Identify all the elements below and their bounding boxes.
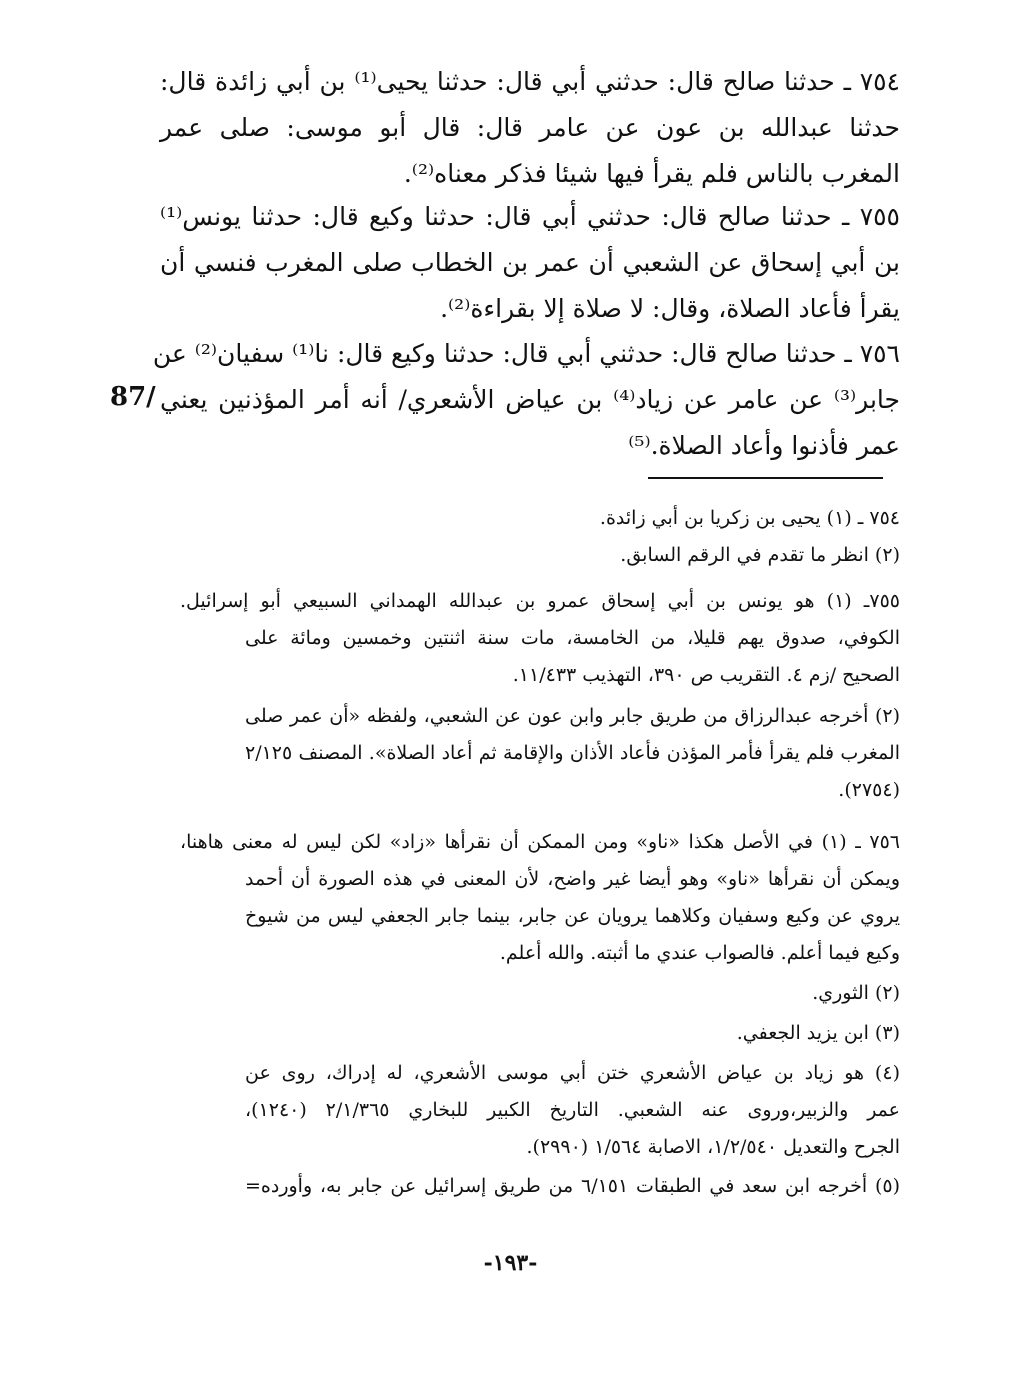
footnote-756-5: (٥) أخرجه ابن سعد في الطبقات ٦/١٥١ من طريق إسرائيل عن جابر به، وأورده=: [245, 1175, 900, 1197]
footnote-755-1-line-1: ٧٥٥ـ (١) هو يونس بن أبي إسحاق عمرو بن عبدالله الهمداني السبيعي أبو إسرائيل.: [180, 590, 900, 612]
footnote-755-2-line-2: المغرب فلم يقرأ فأمر المؤذن فأعاد الأذان والإقامة ثم أعاد الصلاة». المصنف ٢/١٢٥: [245, 742, 900, 764]
footnote-756-2: (٢) الثوري.: [812, 982, 900, 1004]
footnote-756-1-line-3: يروي عن وكيع وسفيان وكلاهما يرويان عن جابر، بينما جابر الجعفي ليس من شيوخ: [245, 905, 900, 927]
hadith-756-line-3: عمر فأذنوا وأعاد الصلاة.⁽⁵⁾: [628, 431, 900, 460]
footnote-756-4-line-2: عمر والزبير،وروى عنه الشعبي. التاريخ الكبير للبخاري ٢/١/٣٦٥ (١٢٤٠)،: [245, 1099, 900, 1121]
hadith-756-line-2: جابر⁽³⁾ عن عامر عن زياد⁽⁴⁾ بن عياض الأشعري/ أنه أمر المؤذنين يعني: [160, 385, 900, 414]
footnote-756-1-line-1: ٧٥٦ ـ (١) في الأصل هكذا «ناو» ومن الممكن أن نقرأها «زاد» لكن ليس له معنى هاهنا،: [180, 831, 900, 853]
footnote-754-2: (٢) انظر ما تقدم في الرقم السابق.: [620, 544, 900, 566]
hadith-754-line-3: المغرب بالناس فلم يقرأ فيها شيئا فذكر معناه⁽²⁾.: [403, 159, 900, 188]
footnote-756-1-line-4: وكيع فيما أعلم. فالصواب عندي ما أثبته. والله أعلم.: [499, 942, 900, 964]
footnote-756-3: (٣) ابن يزيد الجعفي.: [736, 1022, 900, 1044]
footnote-755-2-line-3: (٢٧٥٤).: [838, 779, 900, 801]
margin-page-reference: 87/: [110, 382, 156, 412]
hadith-755-line-3: يقرأ فأعاد الصلاة، وقال: لا صلاة إلا بقراءة⁽²⁾.: [440, 294, 900, 323]
footnote-756-4-line-3: الجرح والتعديل ١/٢/٥٤٠، الاصابة ١/٥٦٤ (٢٩٩٠).: [526, 1136, 900, 1158]
hadith-754-line-2: حدثنا عبدالله بن عون عن عامر قال: قال أبو موسى: صلى عمر: [160, 113, 900, 142]
hadith-755-line-2: بن أبي إسحاق عن الشعبي أن عمر بن الخطاب صلى المغرب فنسي أن: [160, 248, 900, 277]
footnote-755-2-line-1: (٢) أخرجه عبدالرزاق من طريق جابر وابن عون عن الشعبي، ولفظه «أن عمر صلى: [245, 705, 900, 727]
footnote-755-1-line-3: الصحيح /زم ٤. التقريب ص ٣٩٠، التهذيب ١١/٤٣٣.: [512, 664, 900, 686]
footnote-756-1-line-2: ويمكن أن نقرأها «ناو» وهو أيضا غير واضح، لأن المعنى في هذه الصورة أن أحمد: [245, 868, 900, 890]
page-number: -١٩٣-: [483, 1250, 538, 1276]
hadith-756-line-1: ٧٥٦ ـ حدثنا صالح قال: حدثني أبي قال: حدثنا وكيع قال: نا⁽¹⁾ سفيان⁽²⁾ عن: [152, 339, 900, 368]
footnote-divider: [648, 477, 883, 479]
hadith-754-line-1: ٧٥٤ ـ حدثنا صالح قال: حدثني أبي قال: حدثنا يحيى⁽¹⁾ بن أبي زائدة قال:: [160, 67, 900, 96]
footnote-754-1: ٧٥٤ ـ (١) يحيى بن زكريا بن أبي زائدة.: [599, 507, 900, 529]
hadith-755-line-1: ٧٥٥ ـ حدثنا صالح قال: حدثني أبي قال: حدثنا وكيع قال: حدثنا يونس⁽¹⁾: [160, 202, 900, 231]
footnote-756-4-line-1: (٤) هو زياد بن عياض الأشعري ختن أبي موسى الأشعري، له إدراك، روى عن: [245, 1062, 900, 1084]
footnote-755-1-line-2: الكوفي، صدوق يهم قليلا، من الخامسة، مات سنة اثنتين وخمسين ومائة على: [245, 627, 900, 649]
